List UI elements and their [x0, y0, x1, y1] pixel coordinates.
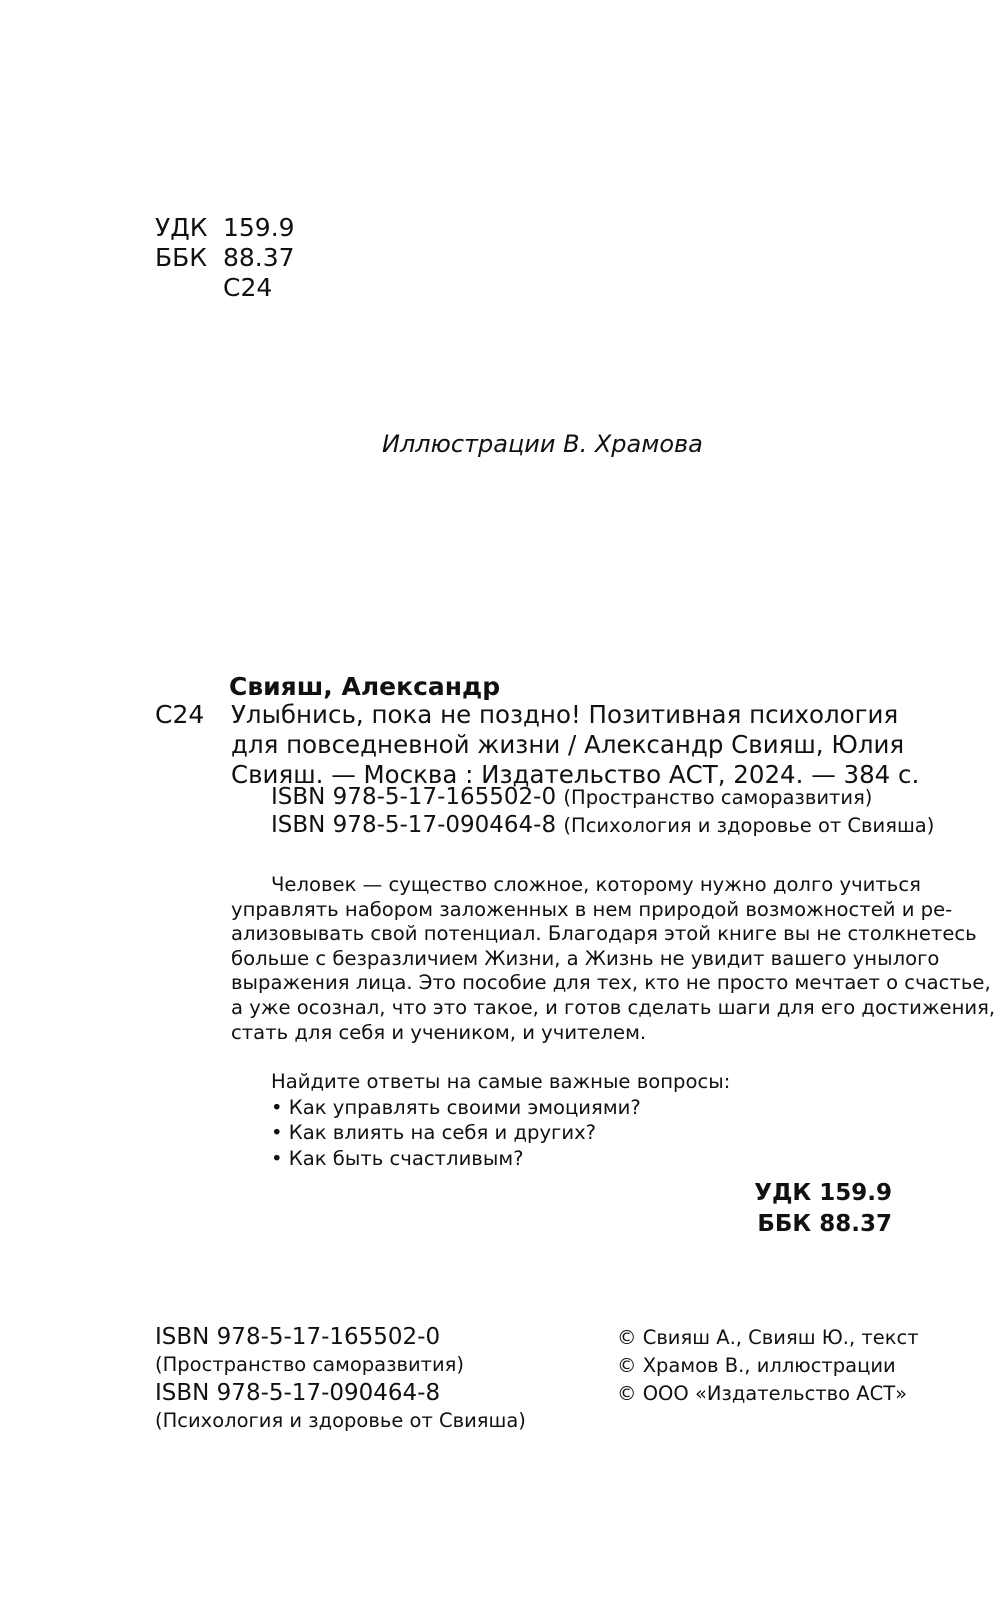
question-item: • Как влиять на себя и других? — [271, 1121, 597, 1144]
imprint-isbn-number: ISBN 978-5-17-165502-0 — [155, 1324, 441, 1350]
catalog-isbn-1 — [271, 783, 872, 812]
copyright-line: © Храмов В., иллюстрации — [617, 1354, 896, 1377]
isbn-number: ISBN 978-5-17-165502-0 — [271, 784, 557, 810]
illustrations-credit: Иллюстрации В. Храмова — [382, 430, 703, 458]
udk-value: 159.9 — [223, 213, 295, 242]
isbn-series: (Психология и здоровье от Свияша) — [563, 814, 935, 837]
isbn-number: ISBN 978-5-17-090464-8 — [271, 812, 557, 838]
title-line: для повседневной жизни / Александр Свияш, Юлия — [231, 730, 905, 759]
bbk-label: ББК — [155, 243, 208, 272]
copyright-block — [617, 1324, 919, 1408]
catalog-udk: УДК 159.9 — [754, 1180, 892, 1206]
author-mark-top: С24 — [223, 273, 273, 302]
author-mark-row — [155, 273, 272, 303]
annotation-line: ализовывать свой потенциал. Благодаря этой книге вы не столкнетесь — [231, 922, 977, 946]
imprint-isbns — [155, 1323, 526, 1435]
bibliographic-description — [231, 700, 920, 790]
imprint-isbn-series: (Психология и здоровье от Свияша) — [155, 1409, 526, 1432]
catalog-author-mark: С24 — [155, 700, 205, 729]
imprint-isbn-number: ISBN 978-5-17-090464-8 — [155, 1380, 441, 1406]
catalog-bbk: ББК 88.37 — [757, 1211, 892, 1237]
bbk-value: 88.37 — [223, 243, 295, 272]
annotation-line: больше с безразличием Жизни, а Жизнь не увидит вашего унылого — [231, 946, 940, 970]
copyright-line: © ООО «Издательство АСТ» — [617, 1382, 908, 1405]
catalog-isbn-2 — [271, 811, 934, 840]
question-item: • Как быть счастливым? — [271, 1146, 524, 1170]
annotation-line: стать для себя и учеником, и учителем. — [231, 1020, 647, 1044]
annotation-line: выражения лица. Это пособие для тех, кто не просто мечтает о счастье, — [231, 971, 991, 995]
annotation-line: а уже осознал, что это такое, и готов сделать шаги для его достижения, — [231, 995, 996, 1019]
udk-label: УДК — [155, 213, 208, 242]
imprint-isbn-series: (Пространство саморазвития) — [155, 1353, 464, 1376]
author-heading: Свияш, Александр — [229, 672, 501, 701]
annotation — [231, 873, 996, 1045]
udk-code-row — [155, 213, 295, 243]
isbn-series: (Пространство саморазвития) — [563, 786, 873, 809]
copyright-line: © Свияш А., Свияш Ю., текст — [617, 1326, 919, 1349]
bbk-code-row — [155, 243, 295, 273]
title-line: Свияш. — Москва : Издательство АСТ, 2024. — 384 с. — [231, 760, 920, 789]
annotation-line: Человек — существо сложное, которому нужно долго учиться — [271, 873, 921, 896]
title-line: Улыбнись, пока не поздно! Позитивная психология — [231, 700, 899, 729]
question-item: • Как управлять своими эмоциями? — [271, 1095, 641, 1119]
catalog-codes — [754, 1178, 892, 1240]
questions-list — [271, 1069, 730, 1171]
questions-intro: Найдите ответы на самые важные вопросы: — [271, 1070, 731, 1093]
annotation-line: управлять набором заложенных в нем природой возможностей и ре- — [231, 897, 953, 921]
